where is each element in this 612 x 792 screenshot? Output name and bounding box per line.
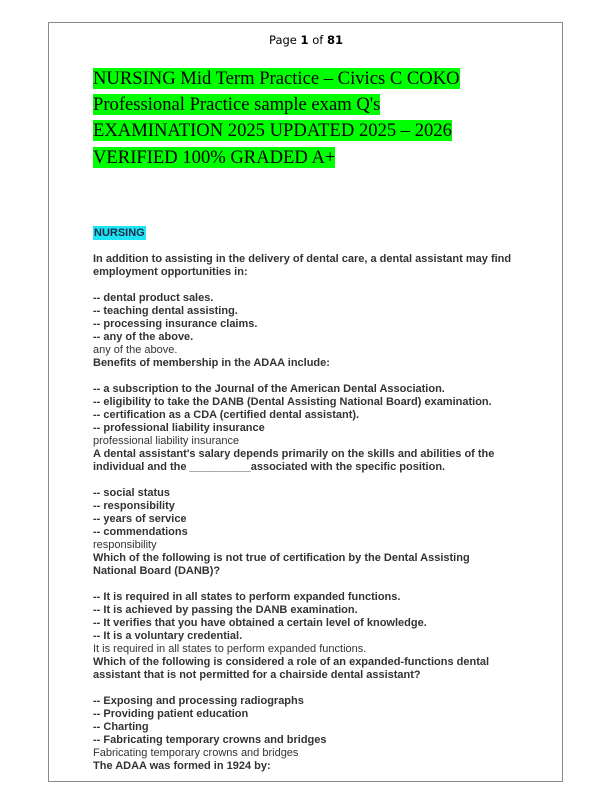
section-tag: NURSING (94, 227, 145, 239)
answer-option: -- It is achieved by passing the DANB examination. (93, 604, 358, 616)
answer-option: -- Fabricating temporary crowns and bridges (93, 734, 327, 746)
question-list (93, 253, 513, 773)
page-counter: Page 1 of 81 (269, 33, 343, 47)
answer-option: -- dental product sales. (93, 292, 214, 304)
question-text: The ADAA was formed in 1924 by: (93, 760, 271, 772)
answer-option: -- It verifies that you have obtained a certain level of knowledge. (93, 617, 427, 629)
correct-answer: Fabricating temporary crowns and bridges (93, 747, 299, 759)
answer-option: -- It is a voluntary credential. (93, 630, 243, 642)
title-line: NURSING Mid Term Practice – Civics C COKO (93, 68, 460, 89)
answer-option: -- It is required in all states to perform expanded functions. (93, 591, 401, 603)
answer-option: -- certification as a CDA (certified dental assistant). (93, 409, 360, 421)
question-text: Which of the following is considered a role of an expanded-functions dental assistant that is not permitted for a chairside dental assistant? (93, 656, 490, 681)
answer-option: -- eligibility to take the DANB (Dental Assisting National Board) examination. (93, 396, 492, 408)
document-title (93, 66, 533, 171)
answer-option: -- teaching dental assisting. (93, 305, 238, 317)
title-line: VERIFIED 100% GRADED A+ (93, 146, 336, 168)
answer-option: -- a subscription to the Journal of the American Dental Association. (93, 383, 445, 395)
title-line: Professional Practice sample exam Q's (93, 94, 381, 116)
correct-answer: It is required in all states to perform expanded functions. (93, 643, 367, 655)
answer-option: -- commendations (93, 526, 188, 538)
answer-option: -- social status (93, 487, 171, 499)
answer-option: -- responsibility (93, 500, 175, 512)
question-text: In addition to assisting in the delivery of dental care, a dental assistant may find employment opportunities in: (93, 253, 512, 278)
answer-option: -- Charting (93, 721, 149, 733)
answer-option: -- processing insurance claims. (93, 318, 258, 330)
answer-option: -- Exposing and processing radiographs (93, 695, 304, 707)
question-text: Benefits of membership in the ADAA include: (93, 357, 330, 369)
question-text: A dental assistant's salary depends primarily on the skills and abilities of the individual and the __________associated with the specific position. (93, 448, 495, 473)
answer-option: -- professional liability insurance (93, 422, 265, 434)
correct-answer: professional liability insurance (93, 435, 240, 447)
answer-option: -- Providing patient education (93, 708, 249, 720)
answer-option: -- any of the above. (93, 331, 194, 343)
title-line: EXAMINATION 2025 UPDATED 2025 – 2026 (93, 120, 452, 142)
answer-option: -- years of service (93, 513, 187, 525)
question-text: Which of the following is not true of certification by the Dental Assisting National Board (DANB)? (93, 552, 470, 577)
correct-answer: any of the above. (93, 344, 178, 356)
correct-answer: responsibility (93, 539, 157, 551)
